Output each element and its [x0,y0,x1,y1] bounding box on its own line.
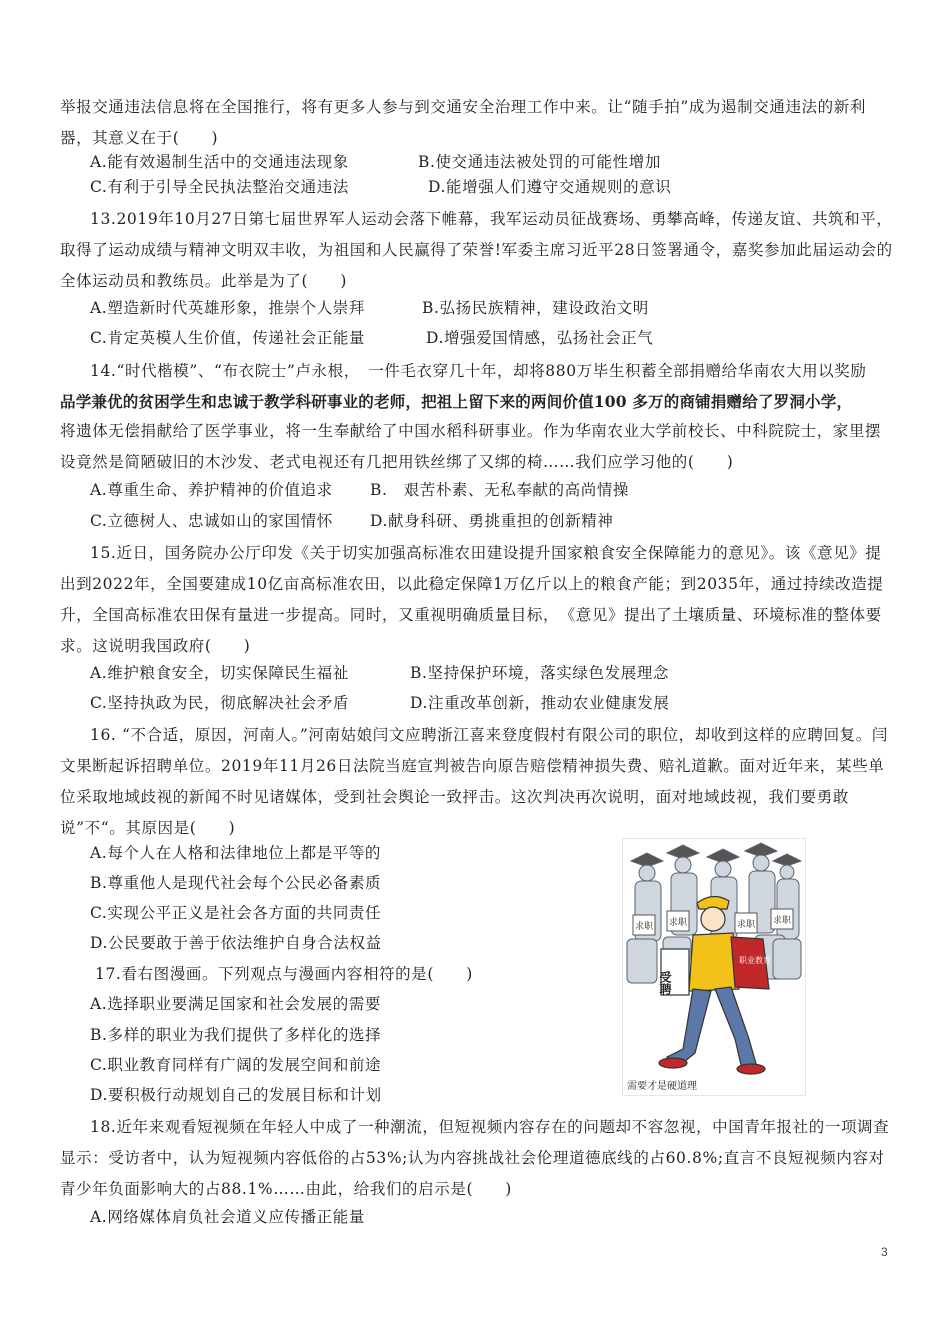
q12-stem: 举报交通违法信息将在全国推行，将有更多人参与到交通安全治理工作中来。让“随手拍”成为遏制交通违法的新利器，其意义在于( ) [60,98,866,147]
q17-option-c: C.职业教育同样有广阔的发展空间和前途 [90,1056,382,1074]
paper-label: 求职 [737,920,756,930]
q13-stem: 13.2019年10月27日第七届世界军人运动会落下帷幕，我军运动员征战赛场、勇攀高峰，传递友谊、共筑和平，取得了运动成绩与精神文明双丰收，为祖国和人民赢得了荣誉!军委主席习近平28日签署通令，嘉奖参加此届运动会的全体运动员和教练员。此举是为了( ) [60,210,893,290]
q14-option-b: B. 艰苦朴素、无私奉献的高尚情操 [370,481,630,499]
q15-option-a: A.维护粮食安全，切实保障民生福祉 [90,664,349,682]
q14-line1: 14.“时代楷模”、“布衣院士”卢永根， 一件毛衣穿几十年，却将880万毕生积蓄全部捐赠给华南农大用以奖励 [90,362,867,380]
q14-line2: 品学兼优的贫困学生和忠诚于教学科研事业的老师，把祖上留下来的两间价值100 多万的商铺捐赠给了罗洞小学， [60,392,853,411]
q15-option-b: B.坚持保护环境，落实绿色发展理念 [410,664,670,682]
comic-drawing [623,839,805,1095]
q12-option-d: D.能增强人们遵守交通规则的意识 [428,178,672,196]
q13-option-b: B.弘扬民族精神，建设政治文明 [422,299,649,317]
q17-option-a: A.选择职业要满足国家和社会发展的需要 [90,995,382,1013]
q14-option-a: A.尊重生命、养护精神的价值追求 [90,481,333,499]
q12-option-a: A.能有效遏制生活中的交通违法现象 [90,153,349,171]
q12-option-b: B.使交通违法被处罚的可能性增加 [418,153,661,171]
q13-option-c: C.肯定英模人生价值，传递社会正能量 [90,329,366,347]
q15-option-d: D.注重改革创新，推动农业健康发展 [410,694,670,712]
comic-caption: 需要才是硬道理 [627,1081,697,1092]
q14-rest: 将遗体无偿捐献给了医学事业，将一生奉献给了中国水稻科研事业。作为华南农业大学前校长、中科院院士，家里摆设竟然是简陋破旧的木沙发、老式电视还有几把用铁丝绑了又绑的椅……我们应学习他的( ) [60,422,882,471]
bag-label: 职业教育 [739,956,771,965]
sign-label: 受聘 [658,971,672,995]
q18-stem: 18.近年来观看短视频在年轻人中成了一种潮流，但短视频内容存在的问题却不容忽视，中国青年报社的一项调查显示：受访者中，认为短视频内容低俗的占53%;认为内容挑战社会伦理道德底线的占60.8%;直言不良短视频内容对青少年负面影响大的占88.1%……由此，给我们的启示是( ) [60,1118,890,1198]
q14-option-d: D.献身科研、勇挑重担的创新精神 [370,512,614,530]
q18-option-a: A.网络媒体肩负社会道义应传播正能量 [90,1208,365,1226]
q17-stem: 17.看右图漫画。下列观点与漫画内容相符的是( ) [95,965,473,983]
q14-option-c: C.立德树人、忠诚如山的家国情怀 [90,512,333,530]
paper-label: 求职 [635,922,654,932]
q16-option-a: A.每个人在人格和法律地位上都是平等的 [90,844,382,862]
q16-stem: 16. “不合适，原因，河南人。”河南姑娘闫文应聘浙江喜来登度假村有限公司的职位，却收到这样的应聘回复。闫文果断起诉招聘单位。2019年11月26日法院当庭宣判被告向原告赔偿精神损失费、赔礼道歉。面对近年来，某些单位采取地域歧视的新闻不时见诸媒体，受到社会舆论一致抨击。这次判决再次说明，面对地域歧视，我们要勇敢说”不“。其原因是( ) [60,726,888,837]
q13-option-d: D.增强爱国情感，弘扬社会正气 [426,329,654,347]
q16-option-d: D.公民要敢于善于依法维护自身合法权益 [90,934,382,952]
q17-option-b: B.多样的职业为我们提供了多样化的选择 [90,1026,382,1044]
paper-label: 求职 [669,918,688,928]
career-comic [622,838,806,1096]
q12-option-c: C.有利于引导全民执法整治交通违法 [90,178,349,196]
q13-option-a: A.塑造新时代英雄形象，推崇个人崇拜 [90,299,365,317]
q15-option-c: C.坚持执政为民，彻底解决社会矛盾 [90,694,349,712]
q15-stem: 15.近日，国务院办公厅印发《关于切实加强高标准农田建设提升国家粮食安全保障能力的意见》。该《意见》提出到2022年，全国要建成10亿亩高标准农田，以此稳定保障1万亿斤以上的粮食产能；到2035年，通过持续改造提升，全国高标准农田保有量进一步提高。同时，又重视明确质量目标， 《意见》提出了土壤质量、环境标准的整体要求。这说明我国政府( ) [60,544,884,655]
paper-label: 求职 [773,916,792,926]
q16-option-b: B.尊重他人是现代社会每个公民必备素质 [90,874,382,892]
q17-option-d: D.要积极行动规划自己的发展目标和计划 [90,1086,382,1104]
q16-option-c: C.实现公平正义是社会各方面的共同责任 [90,904,382,922]
page-number: 3 [881,1245,888,1259]
